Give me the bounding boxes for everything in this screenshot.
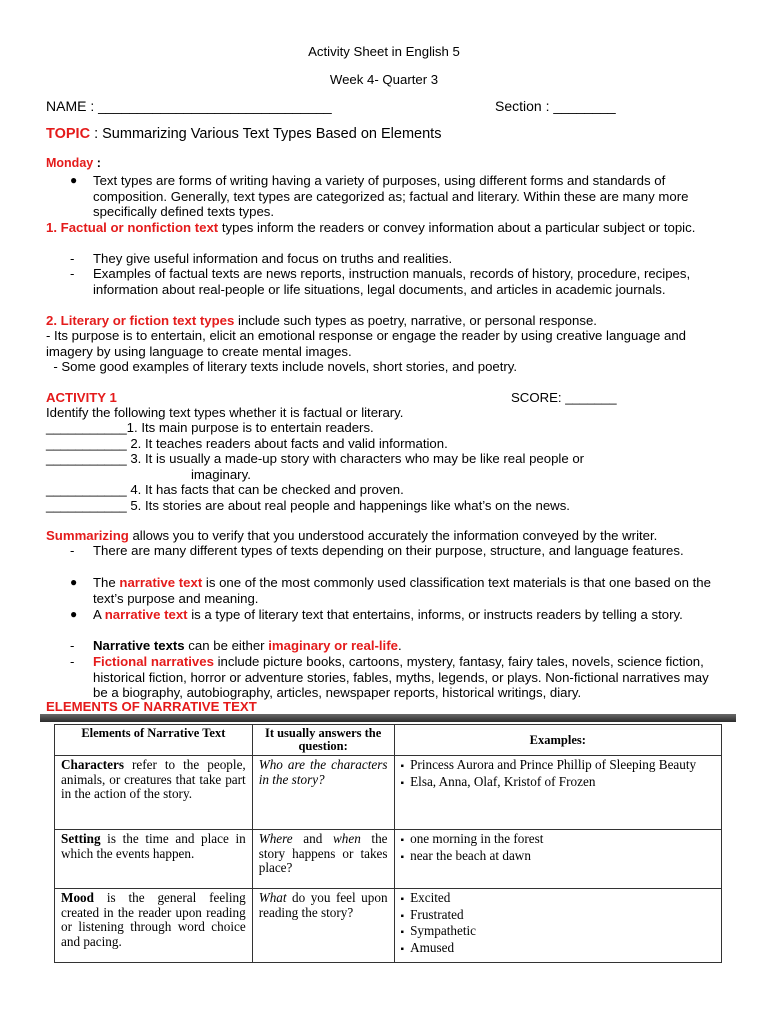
example-item: ▪ Frustrated bbox=[401, 908, 715, 925]
table-row bbox=[55, 889, 722, 963]
intro-paragraph: Text types are forms of writing having a variety of purposes, using different forms and standards of composition. Generally, text types are categorized as; factual and literary. Within these are many more specifically defined texts types. bbox=[93, 173, 689, 220]
question-cell bbox=[252, 830, 394, 889]
summarizing-point-2 bbox=[93, 575, 729, 606]
score-line: SCORE: _______ bbox=[511, 390, 617, 405]
p2-prefix: The bbox=[93, 575, 120, 590]
factual-point-2: Examples of factual texts are news reports, instruction manuals, records of history, procedure, recipes, information about real-people or life situations, legal documents, and articles in academic journals. bbox=[93, 266, 691, 297]
narrative-elements-table bbox=[54, 724, 722, 963]
narrative-texts-key: Narrative texts bbox=[93, 638, 185, 653]
element-cell bbox=[55, 889, 253, 963]
activity-item-1[interactable]: ___________1. Its main purpose is to entertain readers. bbox=[46, 420, 374, 435]
literary-text: include such types as poetry, narrative, or personal response. bbox=[234, 313, 597, 328]
activity-item-5[interactable]: ___________ 5. Its stories are about real people and happenings like what’s on the news. bbox=[46, 498, 570, 513]
example-item: ▪ near the beach at dawn bbox=[401, 849, 715, 866]
question-when: when bbox=[332, 831, 361, 846]
topic-key: TOPIC bbox=[46, 126, 91, 142]
col-elements: Elements of Narrative Text bbox=[55, 725, 253, 756]
monday-colon: : bbox=[93, 156, 101, 170]
p4-mid: can be either bbox=[184, 638, 269, 653]
document-title: Activity Sheet in English 5 bbox=[308, 44, 460, 59]
p2-rest: is one of the most commonly used classification text materials is that one based on the text’s purpose and meaning. bbox=[93, 575, 711, 606]
activity-instruction: Identify the following text types whether it is factual or literary. bbox=[46, 405, 404, 420]
element-def: is the time and place in which the events happen. bbox=[61, 831, 246, 861]
table-header-row bbox=[55, 725, 722, 756]
elements-heading: ELEMENTS OF NARRATIVE TEXT bbox=[46, 699, 257, 714]
narrative-text-key: narrative text bbox=[104, 607, 188, 622]
p3-prefix: A bbox=[93, 607, 105, 622]
question-where: Where bbox=[258, 831, 293, 846]
example-item: ▪ Amused bbox=[401, 941, 715, 958]
activity-item-2[interactable]: ___________ 2. It teaches readers about facts and valid information. bbox=[46, 436, 448, 451]
scan-edge-bar bbox=[40, 714, 736, 722]
examples-cell bbox=[394, 756, 721, 830]
element-def: refer to the people, animals, or creatures that take part in the action of the story. bbox=[61, 757, 246, 802]
summarizing-point-4 bbox=[93, 638, 402, 654]
activity-item-4[interactable]: ___________ 4. It has facts that can be checked and proven. bbox=[46, 482, 404, 497]
bullet-icon: ● bbox=[70, 575, 78, 589]
question-text: Who are the characters in the story? bbox=[258, 757, 388, 787]
activity-label: ACTIVITY 1 bbox=[46, 390, 117, 405]
question-what: What bbox=[258, 890, 287, 905]
element-term: Mood bbox=[61, 890, 94, 905]
table-row bbox=[55, 756, 722, 830]
examples-cell bbox=[394, 830, 721, 889]
monday-label: Monday bbox=[46, 156, 94, 170]
dash-icon: - bbox=[70, 543, 75, 558]
element-def: is the general feeling created in the reader upon reading or listening through word choice and pacing. bbox=[61, 890, 246, 949]
factual-key: 1. Factual or nonfiction text bbox=[46, 220, 219, 235]
question-cell bbox=[252, 756, 394, 830]
factual-text: types inform the readers or convey information about a particular subject or topic. bbox=[218, 220, 696, 235]
week-label: Week 4- Quarter 3 bbox=[329, 72, 439, 87]
literary-key: 2. Literary or fiction text types bbox=[46, 313, 235, 328]
question-cell bbox=[252, 889, 394, 963]
factual-paragraph bbox=[46, 220, 736, 236]
dash-icon: - bbox=[70, 266, 75, 281]
question-rest: the story happens or takes place? bbox=[258, 831, 388, 876]
fictional-narratives-key: Fictional narratives bbox=[93, 654, 214, 669]
example-item: ▪ Elsa, Anna, Olaf, Kristof of Frozen bbox=[401, 775, 715, 792]
summarizing-key: Summarizing bbox=[46, 528, 129, 543]
example-item: ▪ Princess Aurora and Prince Phillip of Sleeping Beauty bbox=[401, 758, 715, 775]
question-and: and bbox=[292, 831, 333, 846]
summarizing-text: allows you to verify that you understood accurately the information conveyed by the writer. bbox=[128, 528, 658, 543]
factual-point-1: They give useful information and focus on truths and realities. bbox=[93, 251, 453, 266]
table-row bbox=[55, 830, 722, 889]
col-question: It usually answers the question: bbox=[252, 725, 394, 756]
p4-end: . bbox=[397, 638, 402, 653]
name-line: NAME : ______________________________ bbox=[46, 98, 332, 114]
topic-line bbox=[46, 127, 441, 143]
bullet-icon: ● bbox=[70, 607, 78, 621]
element-cell bbox=[55, 756, 253, 830]
p3-rest: is a type of literary text that entertains, informs, or instructs readers by telling a story. bbox=[187, 607, 683, 622]
summarizing-point-3 bbox=[93, 607, 729, 623]
col-examples: Examples: bbox=[394, 725, 721, 756]
summarizing-point-1: There are many different types of texts depending on their purpose, structure, and language features. bbox=[93, 543, 684, 558]
monday-heading bbox=[46, 156, 101, 172]
dash-icon: - bbox=[70, 251, 75, 266]
topic-text: : Summarizing Various Text Types Based on Elements bbox=[90, 126, 442, 142]
element-cell bbox=[55, 830, 253, 889]
examples-cell bbox=[394, 889, 721, 963]
example-item: ▪ Excited bbox=[401, 891, 715, 908]
element-term: Setting bbox=[61, 831, 101, 846]
question-rest: do you feel upon reading the story? bbox=[258, 890, 388, 920]
section-line: Section : ________ bbox=[495, 98, 616, 114]
bullet-icon: ● bbox=[70, 173, 78, 187]
literary-examples: - Some good examples of literary texts include novels, short stories, and poetry. bbox=[46, 359, 518, 374]
imaginary-real-key: imaginary or real-life bbox=[268, 638, 398, 653]
activity-item-3-cont: imaginary. bbox=[191, 467, 251, 482]
dash-icon: - bbox=[70, 638, 75, 653]
summarizing-paragraph bbox=[46, 528, 657, 544]
example-item: ▪ Sympathetic bbox=[401, 924, 715, 941]
dash-icon: - bbox=[70, 654, 75, 669]
narrative-text-key: narrative text bbox=[119, 575, 203, 590]
summarizing-point-5 bbox=[93, 654, 721, 701]
p5-text: include picture books, cartoons, mystery, fantasy, fairy tales, novels, science fiction, historical fiction, horror or adventure stories, fables, myths, legends, or plays. Non-fictional narratives may be a biography, autobiography, articles, newspaper reports, historical writings, diary. bbox=[93, 654, 709, 701]
literary-paragraph bbox=[46, 313, 736, 329]
example-item: ▪ one morning in the forest bbox=[401, 832, 715, 849]
literary-purpose: - Its purpose is to entertain, elicit an emotional response or engage the reader by using creative language and imagery by using language to create mental images. bbox=[46, 328, 686, 359]
element-term: Characters bbox=[61, 757, 124, 772]
activity-item-3[interactable]: ___________ 3. It is usually a made-up story with characters who may be like real people or bbox=[46, 451, 585, 466]
